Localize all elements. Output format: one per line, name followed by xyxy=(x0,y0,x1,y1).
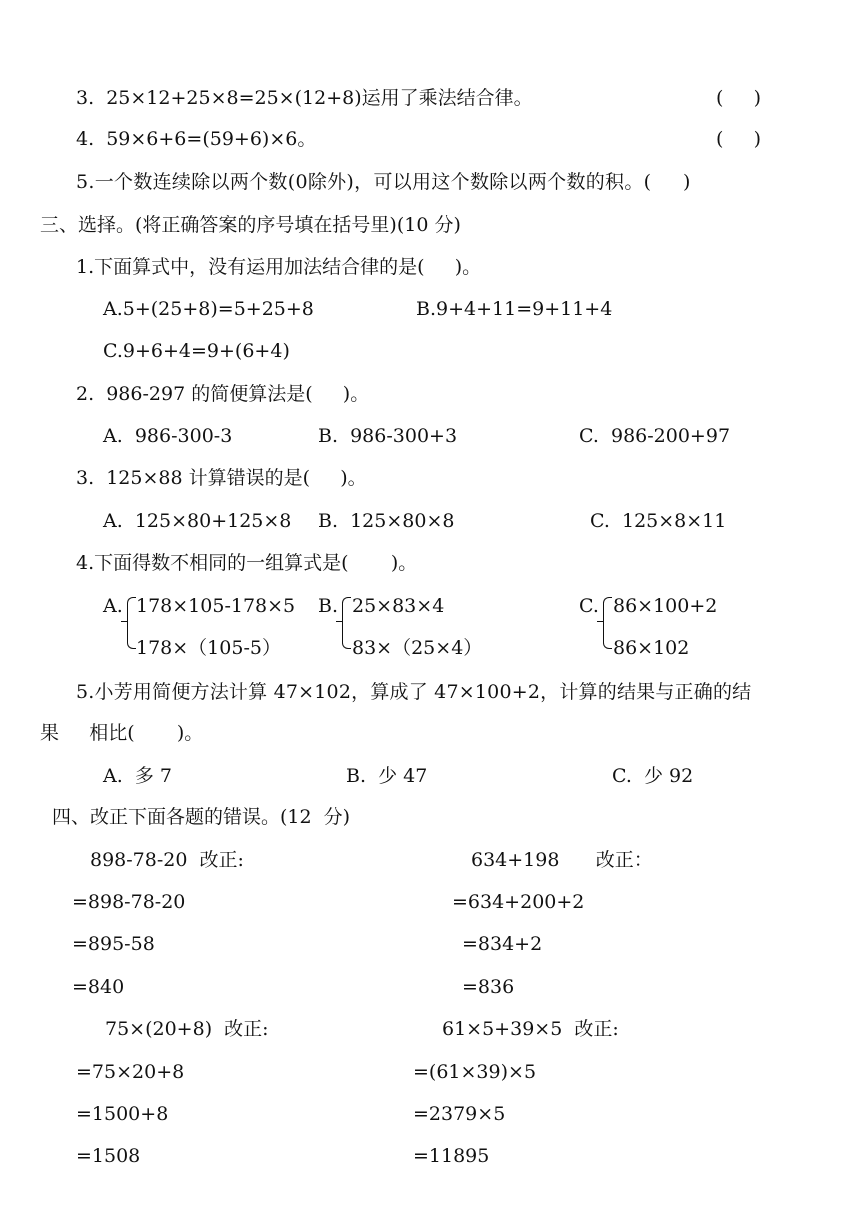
choice-1-option-c: C.9+6+4=9+(6+4) xyxy=(103,340,290,362)
choice-4-option-b-line1: 25×83×4 xyxy=(352,595,445,617)
choice-question-4: 4.下面得数不相同的一组算式是( )。 xyxy=(76,552,418,574)
problem-1-step-2: =895-58 xyxy=(72,933,155,955)
brace-a-tip xyxy=(121,621,127,622)
choice-2-option-c: C. 986-200+97 xyxy=(579,425,731,447)
choice-question-2: 2. 986-297 的简便算法是( )。 xyxy=(76,383,370,405)
problem-2-step-1: =634+200+2 xyxy=(452,891,585,913)
problem-4-step-2: =2379×5 xyxy=(413,1103,506,1125)
choice-question-1: 1.下面算式中，没有运用加法结合律的是( )。 xyxy=(76,256,482,278)
brace-b-tip xyxy=(336,621,342,622)
problem-3-title: 75×(20+8) 改正: xyxy=(105,1018,269,1040)
choice-4-option-a-line1: 178×105-178×5 xyxy=(136,595,296,617)
problem-1-title: 898-78-20 改正: xyxy=(90,849,244,871)
choice-5-option-b: B. 少 47 xyxy=(346,765,428,787)
problem-4-title: 61×5+39×5 改正: xyxy=(442,1018,619,1040)
choice-question-5-line2: 果 相比( )。 xyxy=(40,722,204,744)
answer-blank-4[interactable]: ( ) xyxy=(716,128,762,150)
judge-question-5: 5.一个数连续除以两个数(0除外)，可以用这个数除以两个数的积。( ) xyxy=(76,171,691,193)
choice-4-option-a-label: A. xyxy=(103,595,123,617)
problem-4-step-3: =11895 xyxy=(413,1145,490,1167)
brace-b xyxy=(342,597,351,649)
problem-4-step-1: =(61×39)×5 xyxy=(413,1061,537,1083)
brace-a xyxy=(127,597,136,649)
problem-3-step-2: =1500+8 xyxy=(76,1103,169,1125)
problem-1-step-1: =898-78-20 xyxy=(72,891,186,913)
brace-c-tip xyxy=(597,621,603,622)
choice-3-option-a: A. 125×80+125×8 xyxy=(103,510,292,532)
problem-3-step-3: =1508 xyxy=(76,1145,141,1167)
choice-question-5-line1: 5.小芳用简便方法计算 47×102，算成了 47×100+2，计算的结果与正确的结 xyxy=(76,681,752,703)
choice-2-option-a: A. 986-300-3 xyxy=(103,425,233,447)
choice-4-option-b-label: B. xyxy=(318,595,339,617)
answer-blank-3[interactable]: ( ) xyxy=(716,87,762,109)
choice-4-option-c-line1: 86×100+2 xyxy=(613,595,718,617)
problem-3-step-1: =75×20+8 xyxy=(76,1061,185,1083)
choice-question-3: 3. 125×88 计算错误的是( )。 xyxy=(76,467,367,489)
brace-c xyxy=(603,597,612,649)
choice-5-option-c: C. 少 92 xyxy=(612,765,694,787)
choice-4-option-c-line2: 86×102 xyxy=(613,637,690,659)
choice-3-option-c: C. 125×8×11 xyxy=(590,510,727,532)
problem-2-title: 634+198 改正： xyxy=(471,849,653,871)
judge-question-3: 3. 25×12+25×8=25×(12+8)运用了乘法结合律。 xyxy=(76,87,533,109)
choice-4-option-c-label: C. xyxy=(579,595,599,617)
choice-4-option-a-line2: 178×（105-5） xyxy=(136,637,281,659)
choice-4-option-b-line2: 83×（25×4） xyxy=(352,637,483,659)
choice-2-option-b: B. 986-300+3 xyxy=(318,425,458,447)
choice-1-option-a: A.5+(25+8)=5+25+8 xyxy=(103,298,314,320)
problem-1-step-3: =840 xyxy=(72,976,125,998)
problem-2-step-2: =834+2 xyxy=(462,933,543,955)
judge-question-4: 4. 59×6+6=(59+6)×6。 xyxy=(76,128,317,150)
choice-5-option-a: A. 多 7 xyxy=(103,765,172,787)
choice-1-option-b: B.9+4+11=9+11+4 xyxy=(416,298,613,320)
section-heading-choice: 三、选择。(将正确答案的序号填在括号里)(10 分) xyxy=(40,214,461,236)
section-heading-correct: 四、改正下面各题的错误。(12 分) xyxy=(52,806,351,828)
problem-2-step-3: =836 xyxy=(462,976,515,998)
choice-3-option-b: B. 125×80×8 xyxy=(318,510,455,532)
